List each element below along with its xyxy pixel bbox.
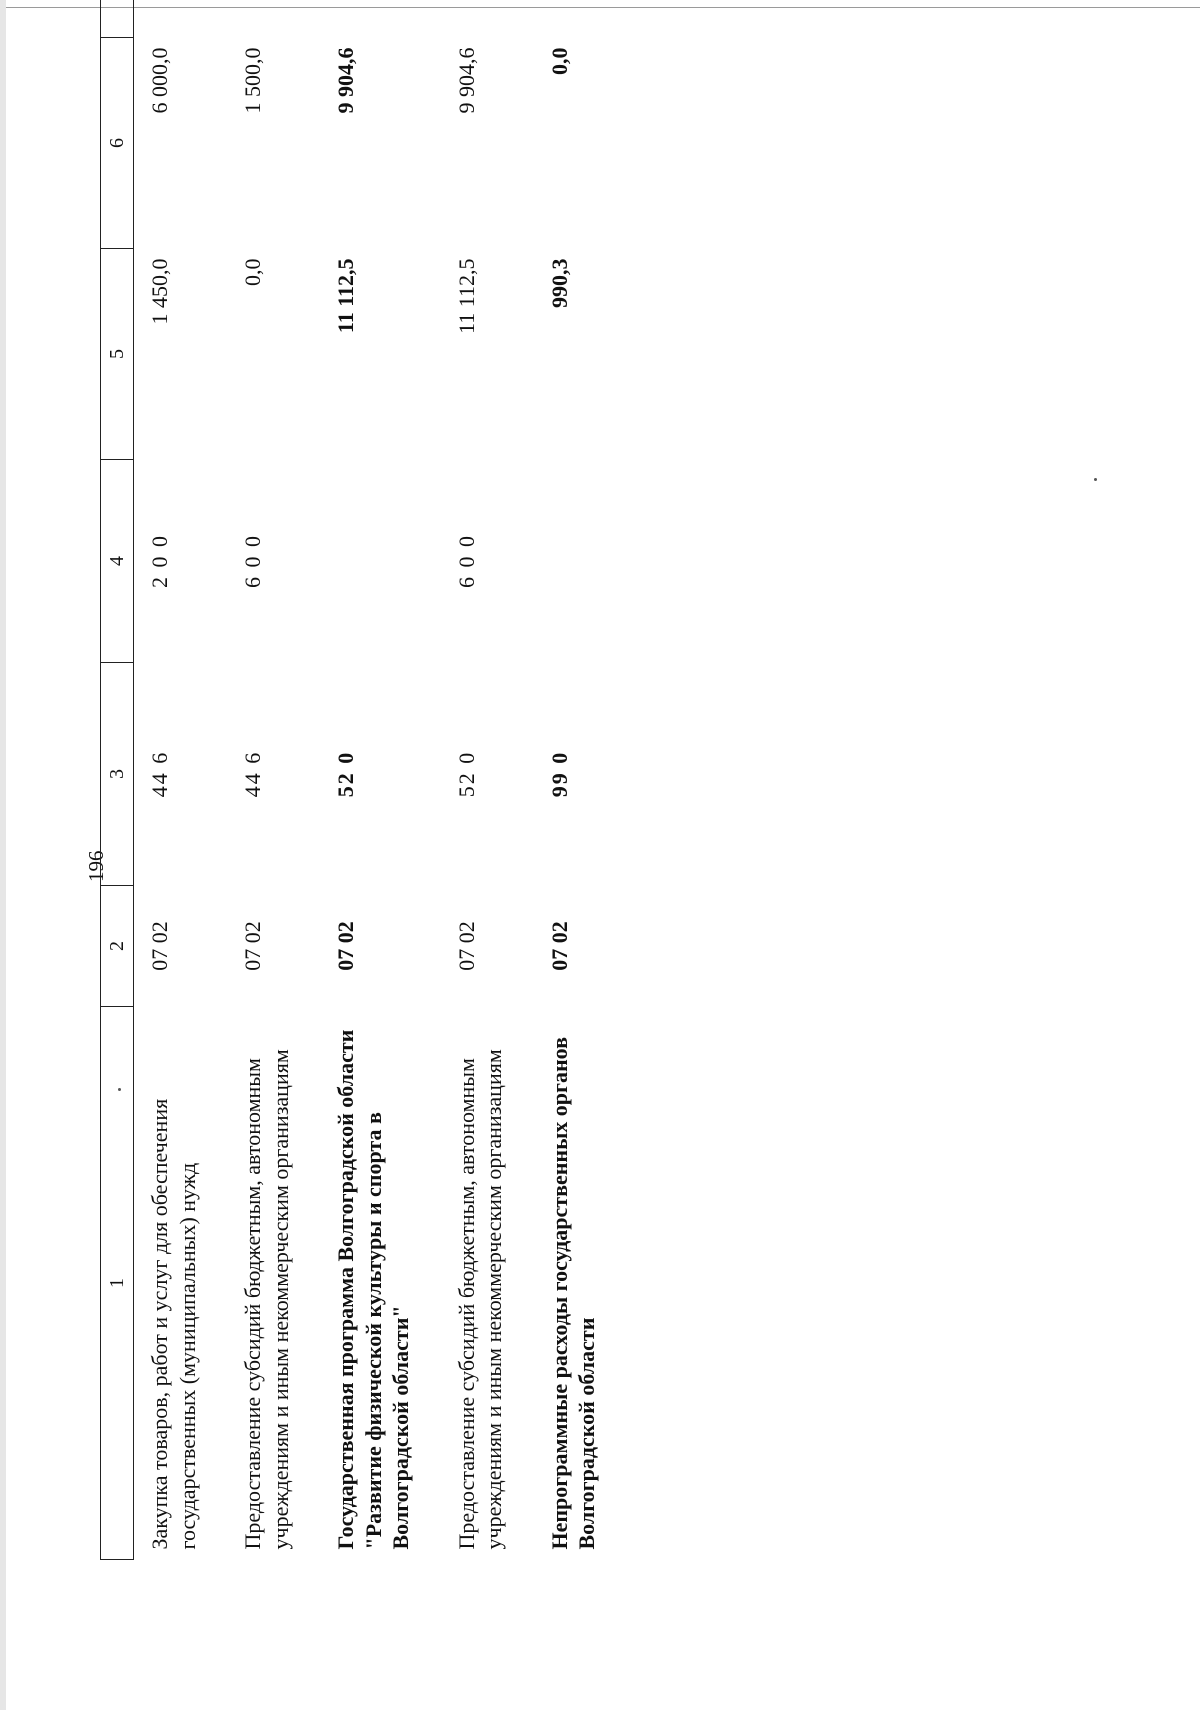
expense-type-code xyxy=(320,460,441,663)
expense-name: Государственная программа Волгоградской области "Развитие физической культуры и спорта в Волгоградской области" xyxy=(333,1029,413,1550)
expense-name: Непрограммные расходы государственных органов Волгоградской области xyxy=(546,1036,599,1550)
amount-col5: 0,0 xyxy=(240,258,265,286)
expense-type-code: 2 0 0 xyxy=(147,534,172,588)
page-number: 196 xyxy=(84,850,108,882)
amount-col5: 990,3 xyxy=(546,258,572,308)
table-header-row xyxy=(101,0,134,1560)
column-header: 5 xyxy=(101,249,134,460)
program-code: 99 0 xyxy=(546,750,572,798)
amount-col7 xyxy=(134,0,228,38)
amount-col5: 11 112,5 xyxy=(333,258,358,334)
program-code: 52 0 xyxy=(333,750,358,798)
amount-col7 xyxy=(227,0,320,38)
amount-col6: 9 904,6 xyxy=(333,47,358,114)
amount-col6: 1 500,0 xyxy=(240,47,265,114)
column-header xyxy=(101,0,134,38)
amount-col7 xyxy=(441,0,534,38)
table-row xyxy=(134,0,228,1560)
section-code: 07 02 xyxy=(546,921,572,971)
document-page xyxy=(0,30,1200,1650)
expense-type-code: 6 0 0 xyxy=(453,534,479,588)
table-row xyxy=(227,0,320,1560)
expense-type-code xyxy=(534,460,627,663)
section-code: 07 02 xyxy=(333,921,358,971)
amount-col7 xyxy=(320,0,441,38)
column-header: 3 xyxy=(101,663,134,886)
section-code: 07 02 xyxy=(147,921,172,971)
expense-type-code: 6 0 0 xyxy=(240,534,265,588)
column-header: 4 xyxy=(101,460,134,663)
program-code: 44 6 xyxy=(240,750,265,798)
amount-col6: 6 000,0 xyxy=(147,47,172,114)
program-code: 52 0 xyxy=(453,750,479,798)
amount-col6: 0,0 xyxy=(546,47,572,75)
table-row xyxy=(534,0,627,1560)
table-row xyxy=(320,0,441,1560)
expense-name: Закупка товаров, работ и услуг для обеспечения государственных (муниципальных) нужд xyxy=(147,1098,200,1550)
expense-name: Предоставление субсидий бюджетным, автономным учреждениям и иным некоммерческим организациям xyxy=(453,1049,506,1550)
column-header: 2 xyxy=(101,886,134,1007)
amount-col5: 1 450,0 xyxy=(147,258,172,325)
amount-col7 xyxy=(534,0,627,38)
amount-col6: 9 904,6 xyxy=(453,47,479,114)
expense-name: Предоставление субсидий бюджетным, автономным учреждениям и иным некоммерческим организациям xyxy=(240,1049,293,1550)
amount-col5: 11 112,5 xyxy=(453,258,479,334)
budget-table xyxy=(100,0,627,1560)
column-header: 6 xyxy=(101,38,134,249)
column-header: 1 xyxy=(101,1007,134,1560)
table-row xyxy=(441,0,534,1560)
program-code: 44 6 xyxy=(147,750,172,798)
section-code: 07 02 xyxy=(240,921,265,971)
section-code: 07 02 xyxy=(453,921,479,971)
